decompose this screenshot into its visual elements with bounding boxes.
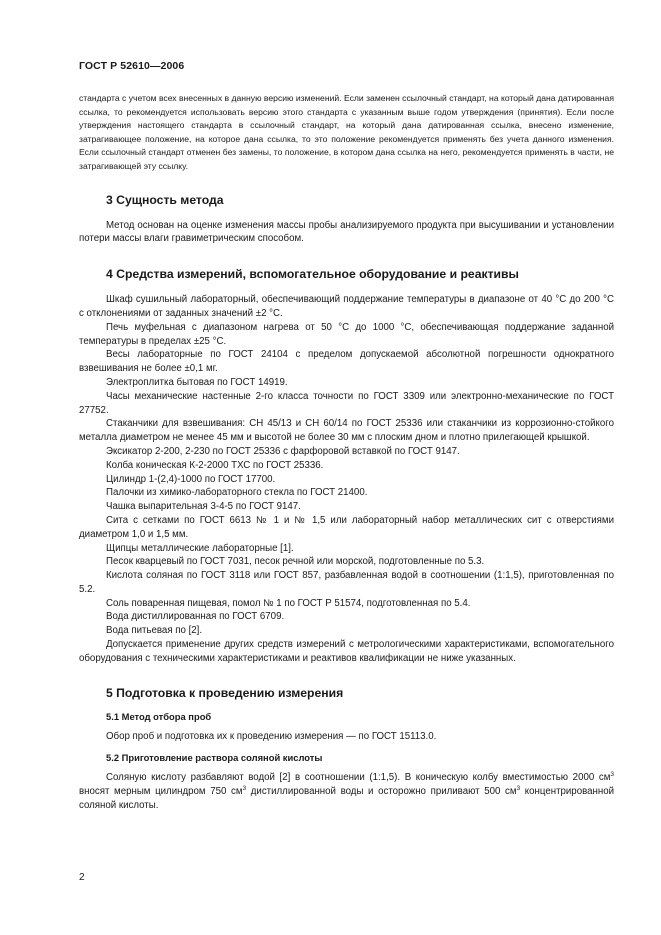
subsection-5-1-title: 5.1 Метод отбора проб (106, 710, 212, 722)
superscript: 3 (242, 785, 247, 793)
paragraph (79, 771, 614, 812)
text-run: концентрированной соляной кислоты. (79, 786, 615, 812)
paragraph: Колба коническая К-2-2000 ТХС по ГОСТ 25336. (106, 459, 324, 471)
page-number: 2 (79, 872, 85, 883)
section-4-body (79, 293, 614, 666)
paragraph: Вода дистиллированная по ГОСТ 6709. (106, 611, 285, 623)
superscript: 3 (516, 785, 521, 793)
paragraph: Сита с сетками по ГОСТ 6613 № 1 и № 1,5 или лабораторный набор металлических сит с отверстиями диаметром 1,0 и 1,5 мм. (79, 514, 614, 540)
paragraph: Чашка выпарительная 3-4-5 по ГОСТ 9147. (106, 501, 301, 513)
text-run: Соляную кислоту разбавляют водой [2] в соотношении (1:1,5). В коническую колбу вместимостью 2000 см (106, 772, 611, 784)
section-3-body (79, 219, 614, 247)
paragraph: Соль поваренная пищевая, помол № 1 по ГОСТ Р 51574, подготовленная по 5.4. (106, 597, 471, 609)
paragraph: Шкаф сушильный лабораторный, обеспечивающий поддержание температуры в диапазоне от 40 °С до 200 °С с отклонениями от заданных значений ±2 °С. (79, 294, 614, 319)
paragraph: Кислота соляная по ГОСТ 3118 или ГОСТ 857, разбавленная водой в соотношении (1:1,5), приготовленная по 5.2. (79, 570, 614, 595)
paragraph: Палочки из химико-лабораторного стекла по ГОСТ 21400. (106, 487, 368, 499)
page-content (79, 92, 614, 813)
paragraph: Эксикатор 2-200, 2-230 по ГОСТ 25336 с фарфоровой вставкой по ГОСТ 9147. (106, 445, 460, 457)
section-3-title: 3 Сущность метода (106, 192, 224, 207)
paragraph: Допускается применение других средств измерений с метрологическими характеристиками, вспомогательного оборудования с техническими характеристиками и реактивов квалификации не ниже указанных. (79, 639, 614, 664)
paragraph: Часы механические настенные 2-го класса точности по ГОСТ 3309 или электронно-механические по ГОСТ 27752. (79, 390, 614, 416)
paragraph: Песок кварцевый по ГОСТ 7031, песок речной или морской, подготовленные по 5.3. (106, 556, 485, 568)
text-run: дистиллированной воды и осторожно приливают 500 см (246, 786, 517, 798)
subsection-5-2-body (79, 771, 614, 812)
paragraph: Вода питьевая по [2]. (106, 625, 203, 637)
paragraph: Стаканчики для взвешивания: СН 45/13 и СН 60/14 по ГОСТ 25336 или стаканчики из коррозионно-стойкого металла диаметром не менее 45 мм и высотой не более 30 мм с плоским дном и плотно прилегающей крышкой. (79, 418, 614, 444)
intro-text: стандарта с учетом всех внесенных в данную версию изменений. Если заменен ссылочный стандарт, на который дана датированная ссылка, то рекомендуется использовать версию этого стандарта с указанным выше годом утверждения (принятия). Если после утверждения настоящего стандарта в ссылочный стандарт, на который дана датированная ссылка, внесено изменение, затрагивающее положение, на которое дана ссылка, то это положение рекомендуется применять без учета данного изменения. Если ссылочный стандарт отменен без замены, то положение, в котором дана ссылка на него, рекомендуется применять в части, не затрагивающей эту ссылку. (79, 93, 614, 171)
paragraph: Весы лабораторные по ГОСТ 24104 с пределом допускаемой абсолютной погрешности однократного взвешивания не более ±0,1 мг. (79, 349, 614, 375)
intro-paragraph (79, 92, 614, 174)
paragraph: Обор проб и подготовка их к проведению измерения — по ГОСТ 15113.0. (106, 730, 437, 742)
paragraph: Печь муфельная с диапазоном нагрева от 50 °С до 1000 °С, обеспечивающая поддержание заданной температуры в пределах ±25 °С. (79, 321, 614, 347)
section-4-title: 4 Средства измерений, вспомогательное оборудование и реактивы (106, 267, 519, 282)
paragraph: Метод основан на оценке изменения массы пробы анализируемого продукта при высушивании и установлении потери массы влаги гравиметрическим способом. (79, 219, 614, 245)
document-header: ГОСТ Р 52610—2006 (79, 60, 185, 72)
paragraph: Щипцы металлические лабораторные [1]. (106, 542, 294, 554)
paragraph: Электроплитка бытовая по ГОСТ 14919. (106, 376, 288, 388)
section-5-title: 5 Подготовка к проведению измерения (106, 685, 344, 700)
superscript: 3 (610, 771, 614, 779)
subsection-5-1-body (79, 730, 614, 744)
paragraph: Цилиндр 1-(2,4)-1000 по ГОСТ 17700. (106, 473, 276, 485)
subsection-5-2-title: 5.2 Приготовление раствора соляной кислоты (106, 752, 323, 764)
text-run: вносят мерным цилиндром 750 см (79, 786, 243, 798)
